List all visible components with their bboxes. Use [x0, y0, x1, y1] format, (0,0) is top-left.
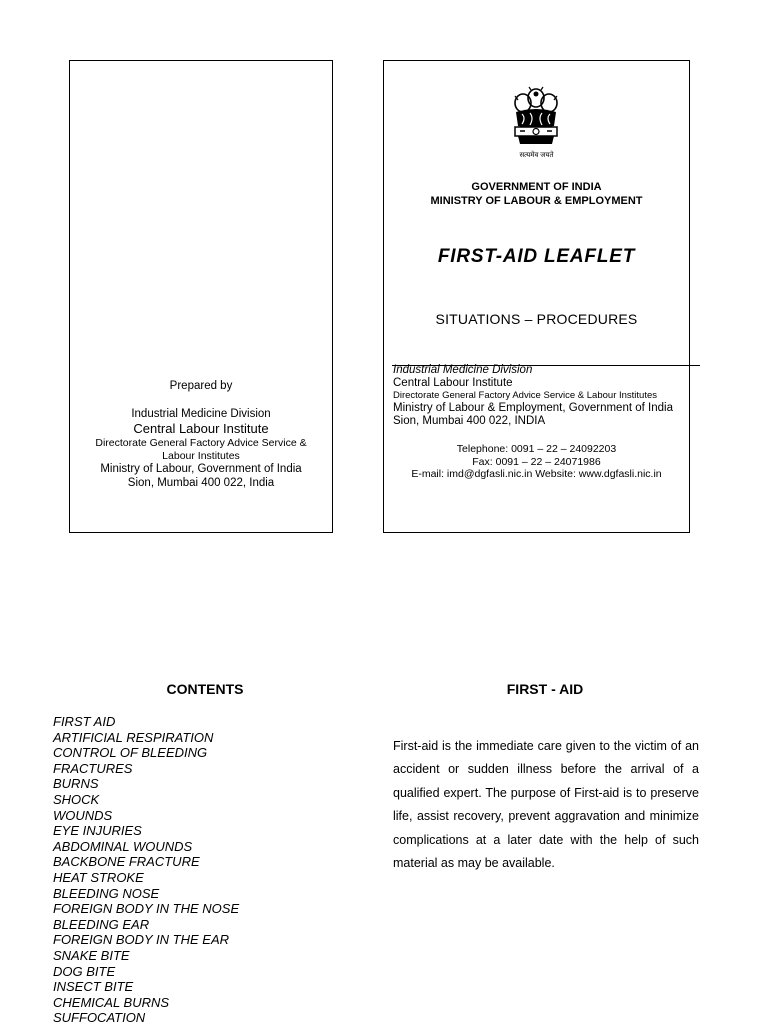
fax-text: Fax: 0091 – 22 – 24071986 [472, 455, 601, 468]
government-name: GOVERNMENT OF INDIA [471, 181, 602, 193]
contents-item: WOUNDS [53, 807, 113, 823]
prepared-by-block [70, 380, 332, 490]
contents-list [53, 714, 239, 1026]
contents-item: CHEMICAL BURNS [53, 994, 170, 1010]
contents-item: HEAT STROKE [53, 869, 144, 885]
directorate-name: Directorate General Factory Advice Service & Labour Institutes [95, 437, 307, 462]
ministry-name: MINISTRY OF LABOUR & EMPLOYMENT [430, 194, 643, 207]
contents-item: FOREIGN BODY IN THE EAR [53, 932, 230, 948]
division-name: Industrial Medicine Division [393, 364, 533, 376]
contents-item: INSECT BITE [53, 979, 134, 995]
first-aid-paragraph: First-aid is the immediate care given to the victim of an accident or sudden illness before the arrival of a qualified expert. The purpose of First-aid is to preserve life, assist recovery, prevent aggravation and minimize complications at a later date with the help of such material as may be available. [393, 739, 699, 871]
address-text: Sion, Mumbai 400 022, India [127, 476, 275, 489]
contents-item: BLEEDING NOSE [53, 885, 160, 901]
contents-item: EYE INJURIES [53, 823, 142, 839]
contents-item: BACKBONE FRACTURE [53, 854, 200, 870]
contents-item: SHOCK [53, 791, 100, 807]
ministry-name: Ministry of Labour, Government of India [100, 463, 302, 475]
emblem-caption: सत्यमेव जयते [519, 152, 554, 159]
contents-item: DOG BITE [53, 963, 116, 979]
contents-item: BLEEDING EAR [53, 916, 150, 932]
contents-item: ARTIFICIAL RESPIRATION [53, 729, 214, 745]
contents-item: ABDOMINAL WOUNDS [53, 838, 193, 854]
leaflet-subtitle: SITUATIONS – PROCEDURES [435, 311, 638, 327]
first-aid-heading: FIRST - AID [506, 681, 584, 697]
contact-block [384, 443, 689, 481]
contents-item: SUFFOCATION [53, 1010, 146, 1026]
contents-item: BURNS [53, 776, 99, 792]
address-text: Sion, Mumbai 400 022, INDIA [393, 415, 546, 427]
institute-name: Central Labour Institute [133, 421, 269, 436]
email-website-text: E-mail: imd@dgfasli.nic.in Website: www.dgfasli.nic.in [411, 468, 662, 480]
contents-item: SNAKE BITE [53, 947, 130, 963]
government-header [384, 181, 689, 208]
ministry-full-name: Ministry of Labour & Employment, Government of India [393, 402, 673, 414]
contents-item: CONTROL OF BLEEDING [53, 745, 208, 761]
prepared-by-label: Prepared by [169, 380, 233, 392]
front-cover-panel [383, 60, 690, 533]
publisher-block [393, 364, 685, 428]
telephone-text: Telephone: 0091 – 22 – 24092203 [456, 443, 617, 455]
contents-item: FOREIGN BODY IN THE NOSE [53, 901, 240, 917]
back-cover-panel [69, 60, 333, 533]
contents-item: FIRST AID [53, 714, 116, 729]
contents-heading: CONTENTS [166, 681, 244, 697]
leaflet-title: FIRST-AID LEAFLET [437, 246, 636, 267]
institute-name: Central Labour Institute [393, 377, 513, 389]
division-name: Industrial Medicine Division [131, 407, 271, 420]
contents-item: FRACTURES [53, 760, 133, 776]
directorate-name: Directorate General Factory Advice Service & Labour Institutes [393, 390, 658, 401]
